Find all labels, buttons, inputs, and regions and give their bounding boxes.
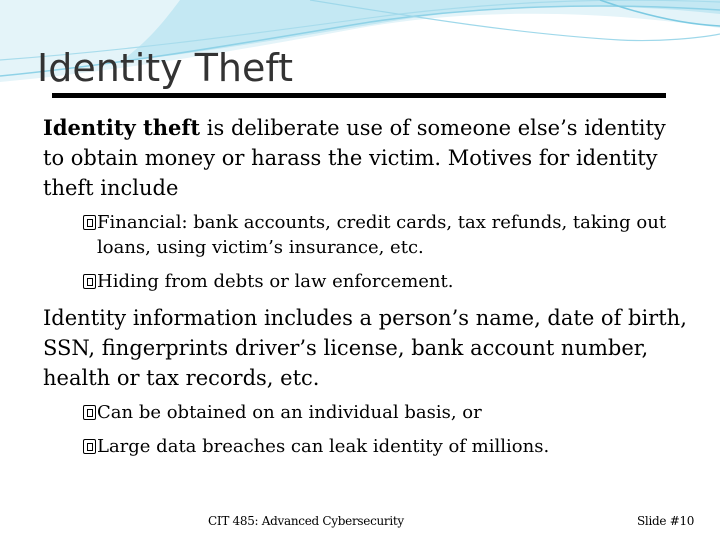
list-item-text: Hiding from debts or law enforcement. xyxy=(97,271,454,292)
slide-body xyxy=(43,113,693,468)
title-underline xyxy=(52,93,666,98)
slide-title: Identity Theft xyxy=(37,46,293,90)
paragraph-identity-information: Identity information includes a person’s name, date of birth, SSN, fingerprints driver’s license, bank account number, health or tax records, etc. xyxy=(43,306,687,390)
list-item-text: Large data breaches can leak identity of millions. xyxy=(97,436,550,457)
bullet-box-icon xyxy=(83,274,96,289)
obtaining-list xyxy=(43,400,693,459)
paragraph-identity-theft-definition xyxy=(43,113,693,203)
bullet-box-icon xyxy=(83,215,96,230)
term-identity-theft: Identity theft xyxy=(43,115,201,140)
definition-text: is deliberate use of someone else’s identity to obtain money or harass the victim. Motives for identity theft include xyxy=(43,116,666,200)
footer-slide-number: Slide #10 xyxy=(637,514,695,528)
bullet-box-icon xyxy=(83,405,96,420)
motives-list xyxy=(43,210,693,294)
list-item-text: Financial: bank accounts, credit cards, tax refunds, taking out loans, using victim’s insurance, etc. xyxy=(97,212,667,258)
list-item xyxy=(93,400,693,425)
list-item xyxy=(93,210,693,260)
bullet-box-icon xyxy=(83,439,96,454)
list-item xyxy=(93,434,693,459)
footer-course-name: CIT 485: Advanced Cybersecurity xyxy=(208,514,404,528)
list-item xyxy=(93,269,693,294)
list-item-text: Can be obtained on an individual basis, or xyxy=(97,402,482,423)
